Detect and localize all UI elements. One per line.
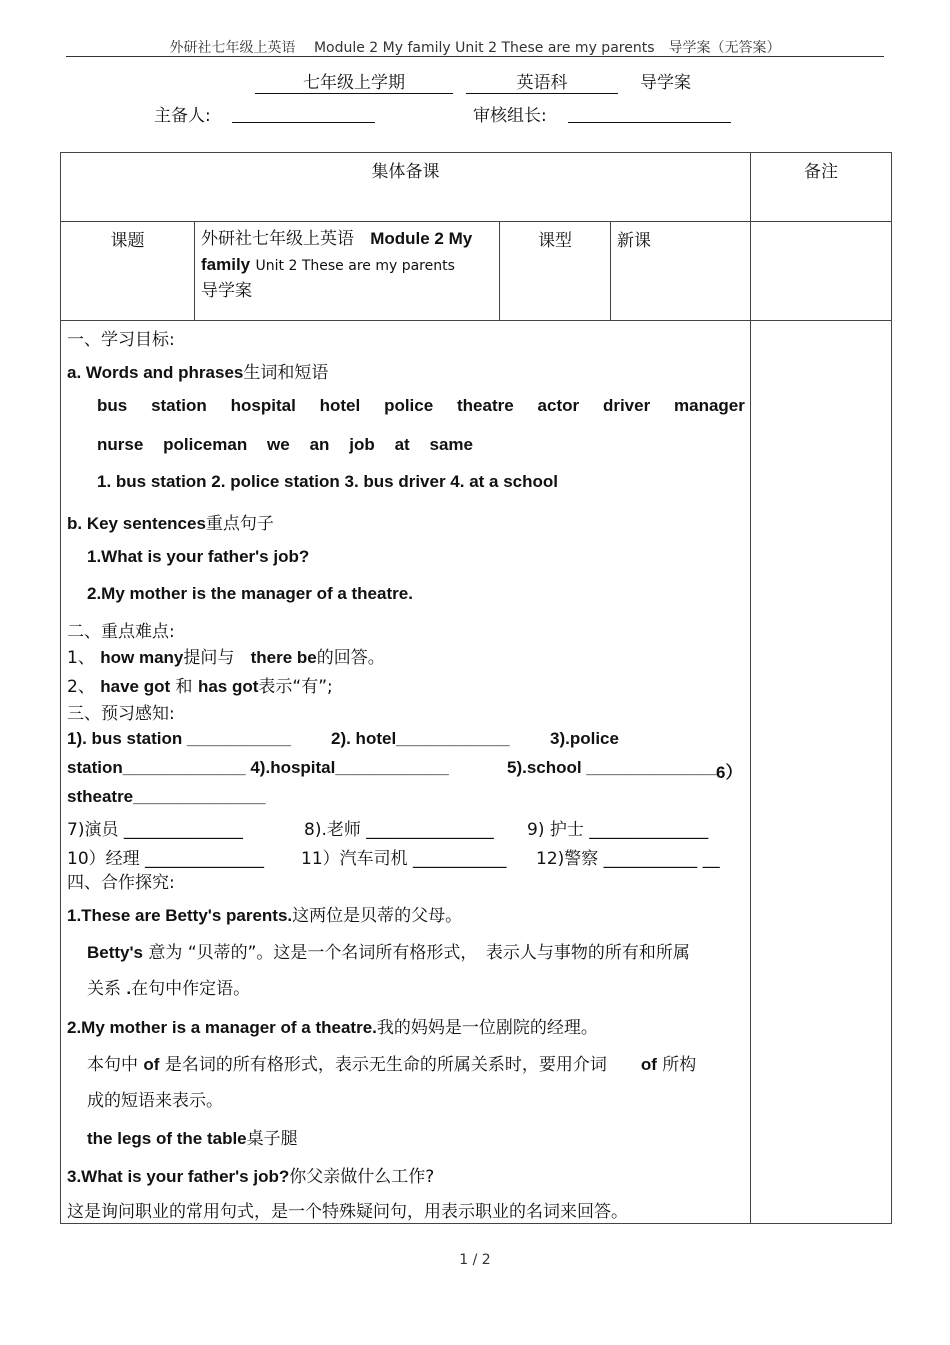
inquiry-3: 3.What is your father's job?你父亲做什么工作? <box>67 1167 435 1187</box>
vocab-word: theatre <box>457 396 514 415</box>
vocab-word: an <box>309 435 330 454</box>
topic-value-cell <box>195 222 500 321</box>
topic-prefix: 外研社七年级上英语 <box>201 229 354 249</box>
topic-suffix: 导学案 <box>201 281 252 301</box>
preview-item[interactable]: stheatre______________ <box>67 787 266 806</box>
reviewer-blank[interactable] <box>568 122 731 123</box>
vocab-word: job <box>349 435 375 454</box>
difficulty-1: 1、 how many提问与 there be的回答。 <box>67 648 385 668</box>
inquiry-1: 1.These are Betty's parents.这两位是贝蒂的父母。 <box>67 906 463 926</box>
notes-header-cell <box>751 153 892 222</box>
vocab-word: manager <box>674 396 745 415</box>
preparer-blank[interactable] <box>232 122 375 123</box>
key-sentence-2: 2.My mother is the manager of a theatre. <box>87 584 413 603</box>
inquiry-2-example: the legs of the table桌子腿 <box>87 1129 298 1149</box>
lesson-type-value-cell <box>611 222 751 321</box>
difficulty-2: 2、 have got 和 has got表示“有”; <box>67 677 333 697</box>
topic-unit: Unit 2 These are my parents <box>255 258 455 274</box>
vocab-row-2 <box>97 435 473 455</box>
topic-label: 课题 <box>110 231 145 251</box>
preview-item[interactable]: 9) 护士 ______________ <box>527 820 709 840</box>
inquiry-1-explanation-cont: 关系 .在句中作定语。 <box>87 979 251 999</box>
preview-item[interactable]: 2). hotel____________ <box>331 729 510 748</box>
collective-label: 集体备课 <box>371 162 440 182</box>
preview-item[interactable]: 8).老师 _______________ <box>304 820 494 840</box>
vocab-word: policeman <box>163 435 248 454</box>
preparer-label: 主备人: <box>154 106 211 126</box>
phrase-list: 1. bus station 2. police station 3. bus driver 4. at a school <box>97 472 559 491</box>
lesson-type-label: 课型 <box>538 231 572 251</box>
lesson-type-value: 新课 <box>617 231 651 251</box>
inquiry-2: 2.My mother is a manager of a theatre.我的妈妈是一位剧院的经理。 <box>67 1018 598 1038</box>
inquiry-2-explanation: 本句中 of 是名词的所有格形式，表示无生命的所属关系时，要用介词 of 所构 <box>87 1055 697 1075</box>
vocab-word: bus <box>97 396 128 415</box>
preview-item[interactable]: 5).school ______________ <box>507 758 719 777</box>
collective-header-cell <box>61 153 751 222</box>
vocab-word: driver <box>602 396 651 415</box>
vocab-row-1 <box>97 396 745 416</box>
header-rule <box>66 56 884 57</box>
vocab-word: police <box>384 396 434 415</box>
notes-cell-2 <box>751 321 892 1224</box>
section-1-title: 一、学习目标: <box>67 330 175 350</box>
vocab-word: hotel <box>319 396 361 415</box>
preview-item[interactable]: 12)警察 ___________ __ <box>536 849 720 869</box>
inquiry-2-explanation-cont: 成的短语来表示。 <box>87 1091 223 1111</box>
preview-item[interactable]: 1). bus station ___________ <box>67 729 291 748</box>
running-header: 外研社七年级上英语 Module 2 My family Unit 2 These are my parents 导学案（无答案） <box>169 40 781 56</box>
preview-item[interactable]: 7)演员 ______________ <box>67 820 243 840</box>
section-3-title: 三、预习感知: <box>67 704 175 724</box>
doc-type-label: 导学案 <box>640 73 691 93</box>
notes-cell-1 <box>751 222 892 321</box>
words-heading: a. Words and phrases生词和短语 <box>67 363 329 383</box>
section-4-title: 四、合作探究: <box>67 873 175 893</box>
lesson-type-label-cell <box>500 222 611 321</box>
inquiry-3-explanation: 这是询问职业的常用句式，是一个特殊疑问句，用表示职业的名词来回答。 <box>67 1202 628 1222</box>
grade-label: 七年级上学期 <box>255 68 453 94</box>
vocab-word: hospital <box>230 396 296 415</box>
content-cell <box>61 321 751 1224</box>
page-number: 1 / 2 <box>459 1252 491 1268</box>
preview-item[interactable]: 11）汽车司机 ___________ <box>301 849 507 869</box>
lesson-plan-table <box>60 152 892 1224</box>
preview-item[interactable]: 3).police <box>550 729 619 748</box>
preview-item[interactable]: 10）经理 ______________ <box>67 849 265 869</box>
vocab-word: actor <box>537 396 580 415</box>
vocab-word: we <box>267 435 290 454</box>
notes-label: 备注 <box>804 162 838 182</box>
key-sentence-1: 1.What is your father's job? <box>87 547 310 566</box>
vocab-word: nurse <box>97 435 144 454</box>
vocab-word: at <box>394 435 410 454</box>
preview-item: 6） <box>716 763 743 782</box>
subject-label: 英语科 <box>466 68 618 94</box>
topic-label-cell <box>61 222 195 321</box>
reviewer-label: 审核组长: <box>473 106 547 126</box>
vocab-word: station <box>151 396 207 415</box>
preview-item[interactable]: station_____________ 4).hospital____________ <box>67 758 449 777</box>
key-sentences-heading: b. Key sentences重点句子 <box>67 514 274 534</box>
vocab-word: same <box>429 435 473 454</box>
section-2-title: 二、重点难点: <box>67 622 175 642</box>
inquiry-1-explanation: Betty's 意为 “贝蒂的”。这是一个名词所有格形式， 表示人与事物的所有和所属 <box>87 943 690 963</box>
topic-module: Module 2 My family <box>201 229 473 274</box>
